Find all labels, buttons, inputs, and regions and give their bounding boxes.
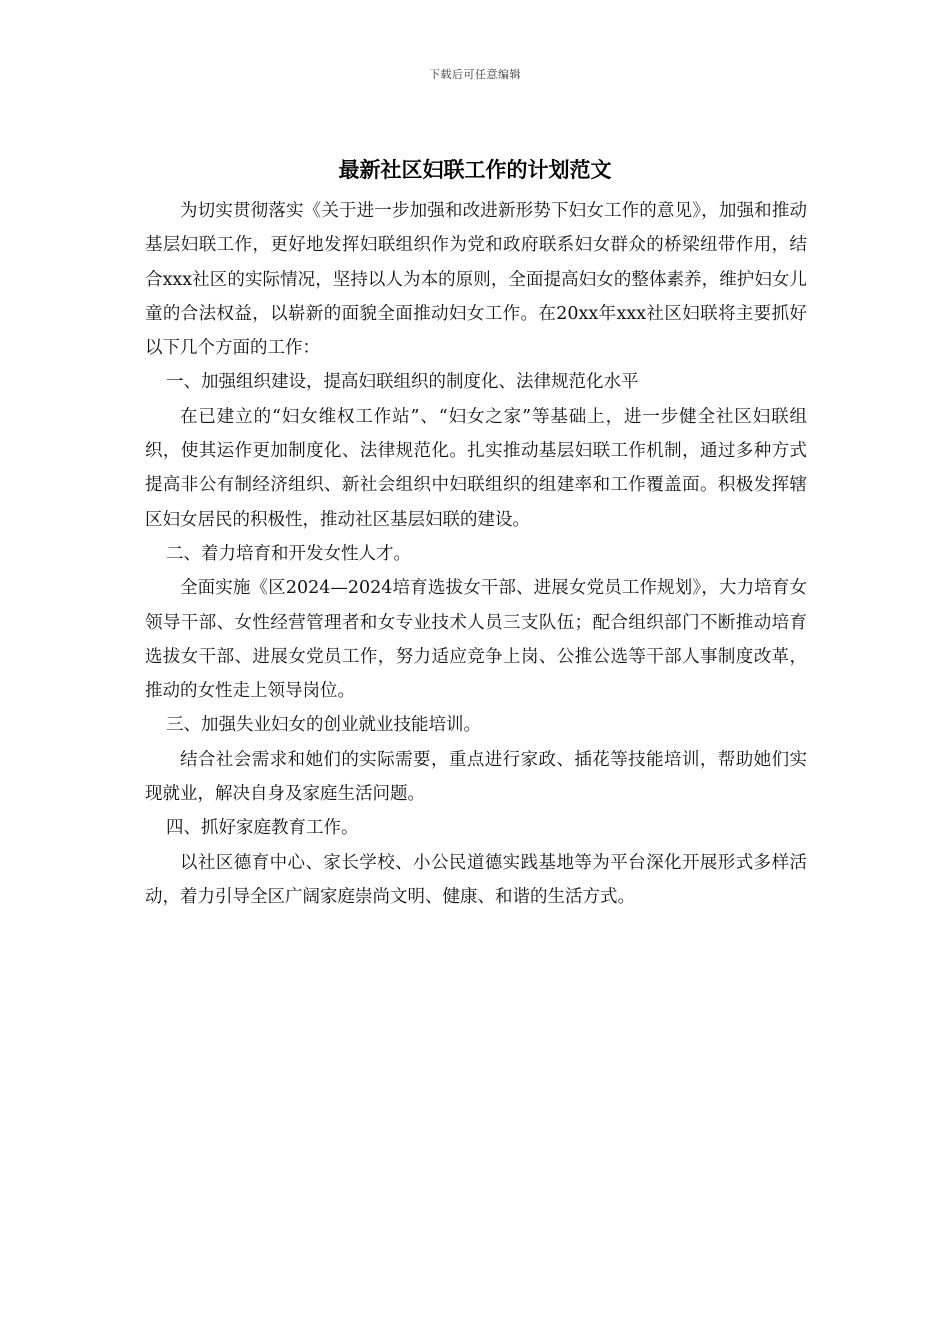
section-heading-1: 一、加强组织建设，提高妇联组织的制度化、法律规范化水平: [166, 372, 639, 393]
paragraph-section-4: 以社区德育中心、家长学校、小公民道德实践基地等为平台深化开展形式多样活动，着力引导全区广阔家庭崇尚文明、健康、和谐的生活方式。: [145, 852, 807, 907]
document-title: 最新社区妇联工作的计划范文: [338, 158, 612, 182]
section-heading-2: 二、着力培育和开发女性人才。: [166, 543, 411, 564]
header-note: 下载后可任意编辑: [429, 68, 521, 81]
document-body: [145, 194, 807, 914]
paragraph-section-1: 在已建立的“妇女维权工作站”、“妇女之家”等基础上，进一步健全社区妇联组织，使其运作更加制度化、法律规范化。扎实推动基层妇联工作机制，通过多种方式提高非公有制经济组织、新社会组织中妇联组织的组建率和工作覆盖面。积极发挥辖区妇女居民的积极性，推动社区基层妇联的建设。: [145, 406, 807, 530]
paragraph-intro: 为切实贯彻落实《关于进一步加强和改进新形势下妇女工作的意见》，加强和推动基层妇联工作，更好地发挥妇联组织作为党和政府联系妇女群众的桥梁纽带作用，结合xxx社区的实际情况，坚持以人为本的原则，全面提高妇女的整体素养，维护妇女儿童的合法权益，以崭新的面貌全面推动妇女工作。在20xx年xxx社区妇联将主要抓好以下几个方面的工作：: [145, 201, 807, 359]
paragraph-section-2: 全面实施《区2024—2024培育选拔女干部、进展女党员工作规划》，大力培育女领导干部、女性经营管理者和女专业技术人员三支队伍；配合组织部门不断推动培育选拔女干部、进展女党员工作，努力适应竞争上岗、公推公选等干部人事制度改革，推动的女性走上领导岗位。: [145, 578, 807, 702]
paragraph-section-3: 结合社会需求和她们的实际需要，重点进行家政、插花等技能培训，帮助她们实现就业，解决自身及家庭生活问题。: [145, 749, 807, 805]
section-heading-3: 三、加强失业妇女的创业就业技能培训。: [166, 715, 481, 736]
section-heading-4: 四、抓好家庭教育工作。: [166, 818, 359, 839]
